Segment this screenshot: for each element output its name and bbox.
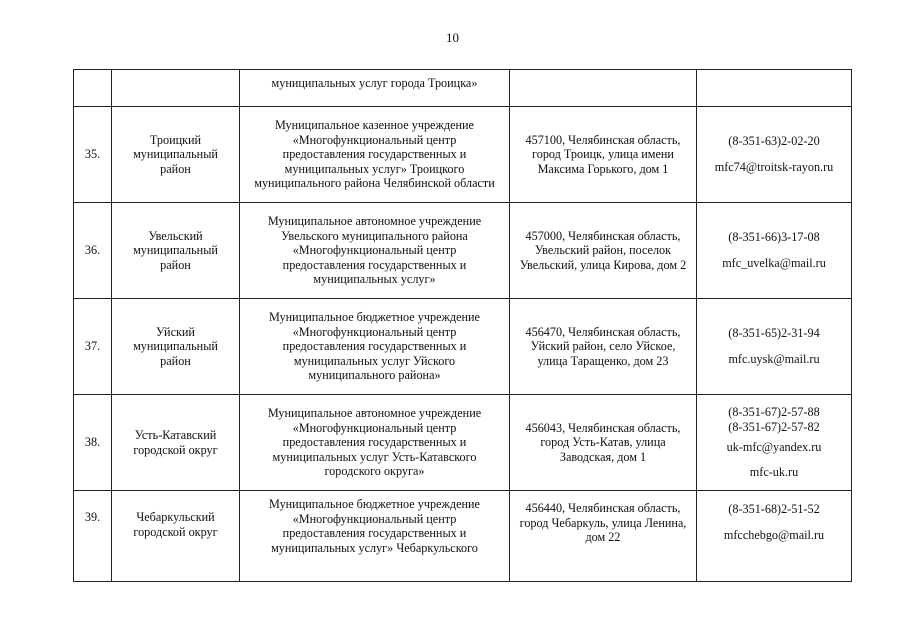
institution-name-line: Муниципальное казенное учреждение [275, 118, 474, 133]
row-number-cell: 37. [74, 299, 112, 395]
email-address: uk-mfc@yandex.ru [726, 439, 822, 454]
row-number-cell: 35. [74, 107, 112, 203]
institution-name-line: «Многофункциональный центр [292, 420, 457, 435]
district-cell [112, 395, 240, 491]
row-number-cell: 38. [74, 395, 112, 491]
institution-name-line: «Многофункциональный центр [292, 243, 457, 258]
institution-name-line: муниципальных услуг города Троицка» [271, 76, 478, 90]
phone-number: (8-351-67)2-57-88 [728, 405, 820, 420]
phone-number: (8-351-68)2-51-52 [728, 502, 820, 516]
district-cell [112, 299, 240, 395]
address-line: город Троицк, улица имени [532, 147, 674, 162]
institution-name-line: предоставления государственных и [282, 339, 467, 354]
address-cell [510, 70, 697, 107]
district-cell [112, 491, 240, 582]
table-row [74, 203, 852, 299]
district-line: муниципальный [133, 243, 218, 258]
institution-name-line: предоставления государственных и [282, 257, 467, 272]
email-address: mfc_uvelka@mail.ru [722, 256, 826, 270]
table-row [74, 107, 852, 203]
district-line: городской округ [133, 524, 218, 539]
row-number-cell: 36. [74, 203, 112, 299]
district-line: муниципальный [133, 339, 218, 354]
contacts-cell [697, 395, 852, 491]
district-cell [112, 107, 240, 203]
address-cell [510, 491, 697, 582]
institution-name-cell [240, 395, 510, 491]
contacts-cell [697, 70, 852, 107]
institution-name-line: муниципальных услуг» [313, 272, 436, 287]
website-address: mfc-uk.ru [749, 465, 799, 480]
phone-number: (8-351-66)3-17-08 [728, 230, 820, 245]
institution-name-cell [240, 299, 510, 395]
institution-name-line: предоставления государственных и [282, 147, 467, 162]
email-address: mfc74@troitsk-rayon.ru [714, 160, 834, 174]
institution-name-line: муниципального района» [308, 368, 441, 383]
phone-number: (8-351-65)2-31-94 [728, 326, 820, 341]
table-row [74, 491, 852, 582]
address-line: Увельский район, поселок [534, 243, 672, 258]
address-line: Уйский район, село Уйское, [530, 339, 676, 354]
email-address: mfcchebgo@mail.ru [723, 527, 825, 542]
address-cell [510, 395, 697, 491]
address-line: 456440, Челябинская область, [525, 501, 681, 515]
address-line: город Чебаркуль, улица Ленина, [519, 515, 687, 530]
institution-name-line: городского округа» [324, 464, 425, 479]
table-row [74, 299, 852, 395]
district-line: муниципальный [133, 147, 218, 162]
institution-name-line: Муниципальное бюджетное учреждение [269, 497, 480, 511]
institution-name-line: муниципальных услуг» Троицкого [284, 161, 465, 176]
district-line: Троицкий [149, 132, 202, 147]
address-line: 456470, Челябинская область, [525, 324, 681, 339]
phone-number: (8-351-67)2-57-82 [728, 419, 820, 434]
institution-name-line: «Многофункциональный центр [292, 511, 457, 526]
institution-name-line: муниципальных услуг Уйского [293, 353, 456, 368]
institution-name-line: Увельского муниципального района [281, 228, 468, 243]
address-line: улица Таращенко, дом 23 [537, 353, 669, 368]
contacts-cell [697, 491, 852, 582]
institution-name-line: «Многофункциональный центр [292, 324, 457, 339]
district-line: район [160, 353, 191, 368]
address-line: 457000, Челябинская область, [525, 228, 681, 243]
institution-name-line: «Многофункциональный центр [292, 132, 457, 147]
district-line: Чебаркульский [136, 510, 215, 524]
page-number: 10 [446, 30, 459, 45]
contacts-cell [697, 107, 852, 203]
institution-name-line: предоставления государственных и [282, 435, 467, 450]
institution-name-cell [240, 203, 510, 299]
address-line: Увельский, улица Кирова, дом 2 [519, 257, 687, 272]
district-line: Увельский [148, 228, 203, 243]
table-row [74, 395, 852, 491]
institution-name-cell [240, 70, 510, 107]
address-cell [510, 107, 697, 203]
district-line: Усть-Катавский [134, 427, 217, 442]
address-line: 457100, Челябинская область, [525, 132, 681, 147]
district-line: район [160, 257, 191, 272]
table-row-continuation [74, 70, 852, 107]
email-address: mfc.uysk@mail.ru [728, 352, 820, 366]
address-line: Заводская, дом 1 [559, 449, 647, 464]
address-cell [510, 203, 697, 299]
institution-name-cell [240, 107, 510, 203]
institution-name-line: муниципальных услуг» Чебаркульского [271, 540, 478, 555]
institution-name-line: муниципального района Челябинской области [254, 176, 495, 191]
institution-name-line: Муниципальное бюджетное учреждение [269, 310, 480, 325]
address-cell [510, 299, 697, 395]
district-cell [112, 203, 240, 299]
institution-name-line: Муниципальное автономное учреждение [267, 406, 482, 421]
contacts-cell [697, 203, 852, 299]
address-line: город Усть-Катав, улица [540, 435, 666, 450]
institution-name-line: муниципальных услуг Усть-Катавского [272, 449, 477, 464]
district-line: городской округ [133, 442, 218, 457]
address-line: 456043, Челябинская область, [525, 420, 681, 435]
institution-name-cell [240, 491, 510, 582]
institution-name-line: предоставления государственных и [282, 526, 467, 541]
phone-number: (8-351-63)2-02-20 [728, 134, 820, 149]
row-number-cell [74, 70, 112, 107]
address-line: Максима Горького, дом 1 [537, 161, 669, 176]
contacts-cell [697, 299, 852, 395]
district-line: район [160, 161, 191, 176]
row-number-cell: 39. [74, 491, 112, 582]
institution-name-line: Муниципальное автономное учреждение [267, 214, 482, 229]
district-line: Уйский [156, 324, 195, 339]
address-line: дом 22 [585, 530, 621, 545]
district-cell [112, 70, 240, 107]
mfc-registry-table [73, 69, 852, 582]
